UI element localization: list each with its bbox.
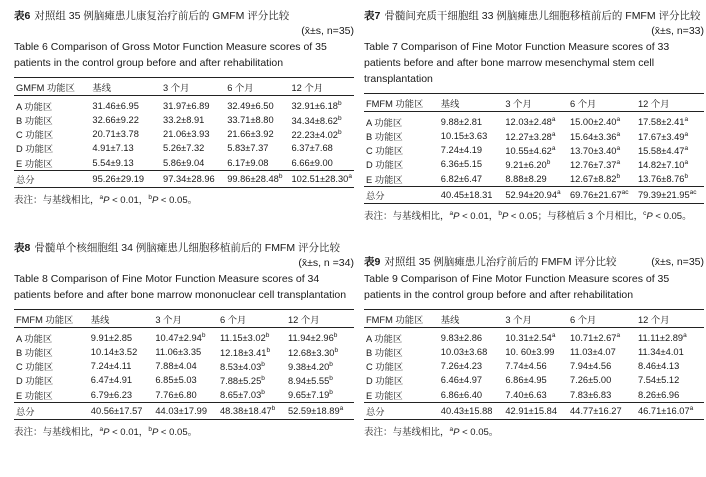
table-cell: 7.88±5.25$^b$ (219, 374, 265, 387)
table-cell: B 功能区 (366, 132, 403, 143)
column-header: FMFM 功能区 (16, 314, 74, 325)
table-cell: E 功能区 (366, 174, 403, 185)
table-cell: D 功能区 (366, 160, 404, 171)
table-cell: A 功能区 (366, 118, 403, 128)
table-cell: 8.88±8.29 (505, 173, 547, 184)
table-cell: C 功能区 (16, 362, 54, 373)
table-cell: 20.71±3.78 (92, 129, 139, 140)
table-cell: 7.26±5.00 (569, 375, 612, 386)
table-cell: 7.24±4.11 (90, 361, 132, 372)
table-cell: 9.21±6.20$^b$ (505, 158, 551, 171)
table-cell: 46.71±16.07$^a$ (637, 405, 694, 417)
table-cell: B 功能区 (366, 348, 403, 359)
table-row (14, 345, 354, 359)
table-cell: 48.38±18.47$^b$ (219, 405, 276, 417)
table-cell: 10.03±3.68 (440, 347, 488, 358)
table-cell: 10.31±2.54$^a$ (505, 332, 556, 344)
table-cell: A 功能区 (16, 334, 53, 344)
table-8-number: 表8 (14, 242, 31, 254)
table-row (14, 373, 354, 387)
table-cell: 4.91±7.13 (92, 143, 134, 154)
table-cell: 40.45±18.31 (440, 189, 493, 200)
table-cell: 14.82±7.10$^a$ (637, 158, 689, 171)
table-cell: 79.39±21.95$^{ac}$ (637, 189, 697, 201)
table-9-stat: (x̄±s, n=35) (651, 256, 704, 268)
table-cell: 9.91±2.85 (90, 333, 133, 343)
table-cell: 8.65±7.03$^b$ (219, 389, 265, 401)
table-cell: 22.23±4.02$^b$ (291, 128, 342, 140)
table-cell: 15.58±4.47$^a$ (637, 144, 689, 156)
table-cell: 7.94±4.56 (569, 361, 612, 372)
table-cell: 7.83±6.83 (569, 389, 612, 400)
table-6-number: 表6 (14, 10, 31, 22)
total-row (14, 402, 354, 419)
table-cell: 总分 (366, 406, 385, 417)
table-cell: 9.83±2.86 (440, 333, 483, 343)
table-header-row (364, 310, 704, 328)
table-cell: 15.64±3.36$^a$ (569, 130, 621, 142)
table-cell: 总分 (366, 190, 385, 201)
table-cell: 21.66±3.92 (227, 129, 274, 140)
table-9-cn-title: 表9 对照组 35 例脑瘫患儿治疗前后的 FMFM 评分比较 (x̄±s, n=35) (364, 256, 704, 268)
total-row (364, 186, 704, 203)
table-row (14, 328, 354, 346)
table-cell: 40.56±17.57 (90, 405, 143, 416)
table-cell: 99.86±28.48$^b$ (227, 173, 283, 185)
table-cell: 33.71±8.80 (227, 115, 274, 126)
table-cell: 15.00±2.40$^a$ (569, 116, 621, 128)
table-row (364, 143, 704, 157)
table-cell: 6.36±5.15 (440, 159, 483, 170)
table-cell: 33.2±8.91 (163, 115, 205, 126)
table-cell: 5.83±7.37 (227, 143, 269, 154)
table-cell: 12.27±3.28$^a$ (505, 130, 556, 142)
table-cell: 7.76±6.80 (155, 389, 197, 400)
total-row (14, 170, 354, 187)
table-cell: 5.86±9.04 (163, 157, 205, 168)
column-header: 3 个月 (155, 314, 182, 325)
table-cell: 6.17±9.08 (227, 157, 269, 168)
table-cell: 9.38±4.20$^b$ (287, 360, 333, 372)
column-header: FMFM 功能区 (366, 98, 424, 109)
table-8-note: 表注：与基线相比，$^a$P < 0.01，$^b$P < 0.05。 (14, 425, 198, 438)
table-cell: C 功能区 (366, 362, 404, 373)
table-6-stat: (x̄±s, n=35) (301, 25, 354, 37)
column-header: 基线 (440, 314, 460, 325)
table-header-row (14, 310, 354, 328)
column-header: 3 个月 (505, 314, 532, 325)
table-cell: 52.94±20.94$^a$ (505, 189, 561, 201)
table-9-note: 表注：与基线相比，$^a$P < 0.05。 (364, 425, 499, 438)
table-row (364, 345, 704, 359)
table-cell: 总分 (16, 174, 35, 185)
table-cell: 7.88±4.04 (155, 361, 197, 372)
table-row (364, 157, 704, 171)
table-cell: 6.82±6.47 (440, 173, 483, 184)
table-row (364, 388, 704, 403)
table-cell: 6.86±4.95 (505, 375, 547, 386)
table-row (14, 96, 354, 114)
table-cell: 5.26±7.32 (163, 143, 205, 154)
table-cell: 7.24±4.19 (440, 145, 483, 156)
table-7-stat: (x̄±s, n=33) (651, 25, 704, 37)
table-row (14, 156, 354, 171)
table-cell: 7.26±4.23 (440, 361, 483, 372)
table-cell: 10.47±2.94$^b$ (155, 332, 206, 344)
table-7-panel (364, 8, 704, 222)
total-row (364, 402, 704, 419)
table-cell: 12.03±2.48$^a$ (505, 116, 556, 128)
table-cell: 13.76±8.76$^b$ (637, 173, 689, 185)
table-cell: 8.46±4.13 (637, 361, 680, 372)
column-header: 基线 (440, 98, 460, 109)
table-cell: 5.54±9.13 (92, 157, 134, 168)
table-cell: 6.86±6.40 (440, 389, 483, 400)
column-header: FMFM 功能区 (366, 314, 424, 325)
table-cell: 97.34±28.96 (163, 173, 215, 184)
table-cell: 8.53±4.03$^b$ (219, 360, 265, 372)
table-cell: 12.68±3.30$^b$ (287, 346, 339, 358)
column-header: 3 个月 (163, 82, 190, 93)
table-cell: 17.67±3.49$^a$ (637, 130, 689, 142)
table-7 (364, 93, 704, 204)
table-cell: 31.97±6.89 (163, 101, 210, 111)
table-cell: 44.77±16.27 (569, 405, 622, 416)
table-cell: 11.03±4.07 (569, 347, 616, 358)
table-cell: 10.55±4.62$^a$ (505, 144, 556, 156)
table-cell: 10. 60±3.99 (505, 347, 555, 358)
table-row (364, 172, 704, 187)
table-cell: 21.06±3.93 (163, 129, 210, 140)
table-cell: 52.59±18.89$^a$ (287, 405, 344, 417)
table-cell: 32.91±6.18$^b$ (291, 100, 342, 112)
table-cell: 7.74±4.56 (505, 361, 547, 372)
table-cell: 12.67±8.82$^b$ (569, 173, 621, 185)
table-cell: E 功能区 (16, 390, 53, 401)
table-cell: 6.85±5.03 (155, 375, 197, 386)
column-header: 3 个月 (505, 98, 532, 109)
table-cell: 95.26±29.19 (92, 173, 145, 184)
table-cell: A 功能区 (366, 334, 403, 344)
table-cell: 11.11±2.89$^a$ (637, 332, 687, 344)
table-cell: 8.26±6.96 (637, 389, 680, 400)
table-8-panel (14, 240, 354, 438)
table-cell: 12.76±7.37$^a$ (569, 158, 621, 171)
table-cell: 7.40±6.63 (505, 389, 547, 400)
table-row (14, 141, 354, 155)
table-9-en-title: Table 9 Comparison of Fine Motor Function Measure scores of 35 patients in the control group before and after rehabilitation (364, 273, 670, 301)
table-cell: 10.14±3.52 (90, 347, 138, 358)
table-cell: 13.70±3.40$^a$ (569, 144, 621, 156)
table-cell: 11.15±3.02$^b$ (219, 332, 270, 344)
column-header: 6 个月 (569, 314, 597, 325)
table-cell: 12.18±3.41$^b$ (219, 346, 271, 358)
column-header: 12 个月 (637, 98, 670, 109)
table-cell: 40.43±15.88 (440, 405, 493, 416)
table-row (14, 388, 354, 403)
table-cell: D 功能区 (366, 376, 404, 387)
table-7-note: 表注：与基线相比，$^a$P < 0.01，$^b$P < 0.05；与移植后 3 个月相比，$^c$P < 0.05。 (364, 209, 692, 222)
table-cell: 7.54±5.12 (637, 375, 680, 386)
column-header: 基线 (92, 82, 112, 93)
table-row (14, 127, 354, 141)
table-row (364, 328, 704, 346)
table-cell: A 功能区 (16, 102, 53, 112)
table-9-panel (364, 254, 704, 438)
table-cell: 11.94±2.96$^b$ (287, 332, 338, 344)
table-row (14, 359, 354, 373)
table-9 (364, 309, 704, 420)
table-cell: C 功能区 (366, 146, 404, 157)
table-cell: 31.46±6.95 (92, 101, 139, 111)
table-row (364, 373, 704, 387)
table-header-row (14, 78, 354, 96)
table-8-cn-title: 表8 骨髓单个核细胞组 34 例脑瘫患儿细胞移植前后的 FMFM 评分比较 (14, 242, 341, 254)
table-cell: 6.66±9.00 (291, 157, 333, 168)
table-cell: 6.79±6.23 (90, 389, 133, 400)
table-cell: C 功能区 (16, 130, 54, 141)
table-9-number: 表9 (364, 256, 381, 268)
table-header-row (364, 94, 704, 112)
table-cell: E 功能区 (366, 390, 403, 401)
table-cell: 6.37±7.68 (291, 143, 333, 154)
column-header: 基线 (90, 314, 110, 325)
table-cell: D 功能区 (16, 376, 54, 387)
table-cell: 42.91±15.84 (505, 405, 558, 416)
column-header: 6 个月 (569, 98, 597, 109)
table-cell: 9.88±2.81 (440, 117, 483, 127)
table-row (364, 129, 704, 143)
table-cell: 10.15±3.63 (440, 131, 488, 142)
column-header: 12 个月 (637, 314, 670, 325)
table-cell: 17.58±2.41$^a$ (637, 116, 689, 128)
table-cell: 总分 (16, 406, 35, 417)
table-8 (14, 309, 354, 420)
table-7-number: 表7 (364, 10, 381, 22)
table-cell: 34.34±8.62$^b$ (291, 114, 342, 126)
table-cell: 32.49±6.50 (227, 101, 274, 111)
column-header: 6 个月 (219, 314, 247, 325)
table-cell: 6.47±4.91 (90, 375, 133, 386)
table-cell: B 功能区 (16, 348, 53, 359)
table-8-en-title: Table 8 Comparison of Fine Motor Function Measure scores of 34 patients before and after bone marrow mononuclear cell transplantation (14, 273, 347, 301)
table-cell: 32.66±9.22 (92, 115, 139, 126)
column-header: 12 个月 (287, 314, 320, 325)
table-row (364, 359, 704, 373)
table-cell: 8.94±5.55$^b$ (287, 374, 333, 387)
table-cell: 6.46±4.97 (440, 375, 483, 386)
table-6-note: 表注：与基线相比，$^a$P < 0.01，$^b$P < 0.05。 (14, 193, 198, 206)
table-cell: 9.65±7.19$^b$ (287, 389, 333, 401)
table-row (364, 112, 704, 130)
column-header: GMFM 功能区 (16, 82, 75, 93)
table-cell: 11.06±3.35 (155, 347, 202, 358)
table-7-en-title: Table 7 Comparison of Fine Motor Function Measure scores of 33 patients before and after bone marrow mesenchymal stem cell transplantation (364, 41, 670, 85)
table-cell: B 功能区 (16, 116, 53, 127)
table-6 (14, 77, 354, 188)
table-cell: D 功能区 (16, 144, 54, 155)
table-cell: 10.71±2.67$^a$ (569, 332, 621, 344)
table-cell: E 功能区 (16, 158, 53, 169)
table-cell: 69.76±21.67$^{ac}$ (569, 189, 629, 201)
table-6-cn-title: 表6 对照组 35 例脑瘫患儿康复治疗前后的 GMFM 评分比较 (14, 10, 290, 22)
table-cell: 102.51±28.30$^a$ (291, 173, 352, 185)
column-header: 12 个月 (291, 82, 324, 93)
column-header: 6 个月 (227, 82, 254, 93)
table-7-cn-title: 表7 骨髓间充质干细胞组 33 例脑瘫患儿细胞移植前后的 FMFM 评分比较 (364, 10, 701, 22)
table-row (14, 113, 354, 127)
table-6-panel (14, 8, 354, 206)
table-cell: 44.03±17.99 (155, 405, 208, 416)
table-8-stat: (x̄±s, n =34) (298, 257, 354, 269)
table-cell: 11.34±4.01 (637, 347, 684, 358)
table-6-en-title: Table 6 Comparison of Gross Motor Function Measure scores of 35 patients in the control group before and after rehabilitation (14, 41, 327, 69)
